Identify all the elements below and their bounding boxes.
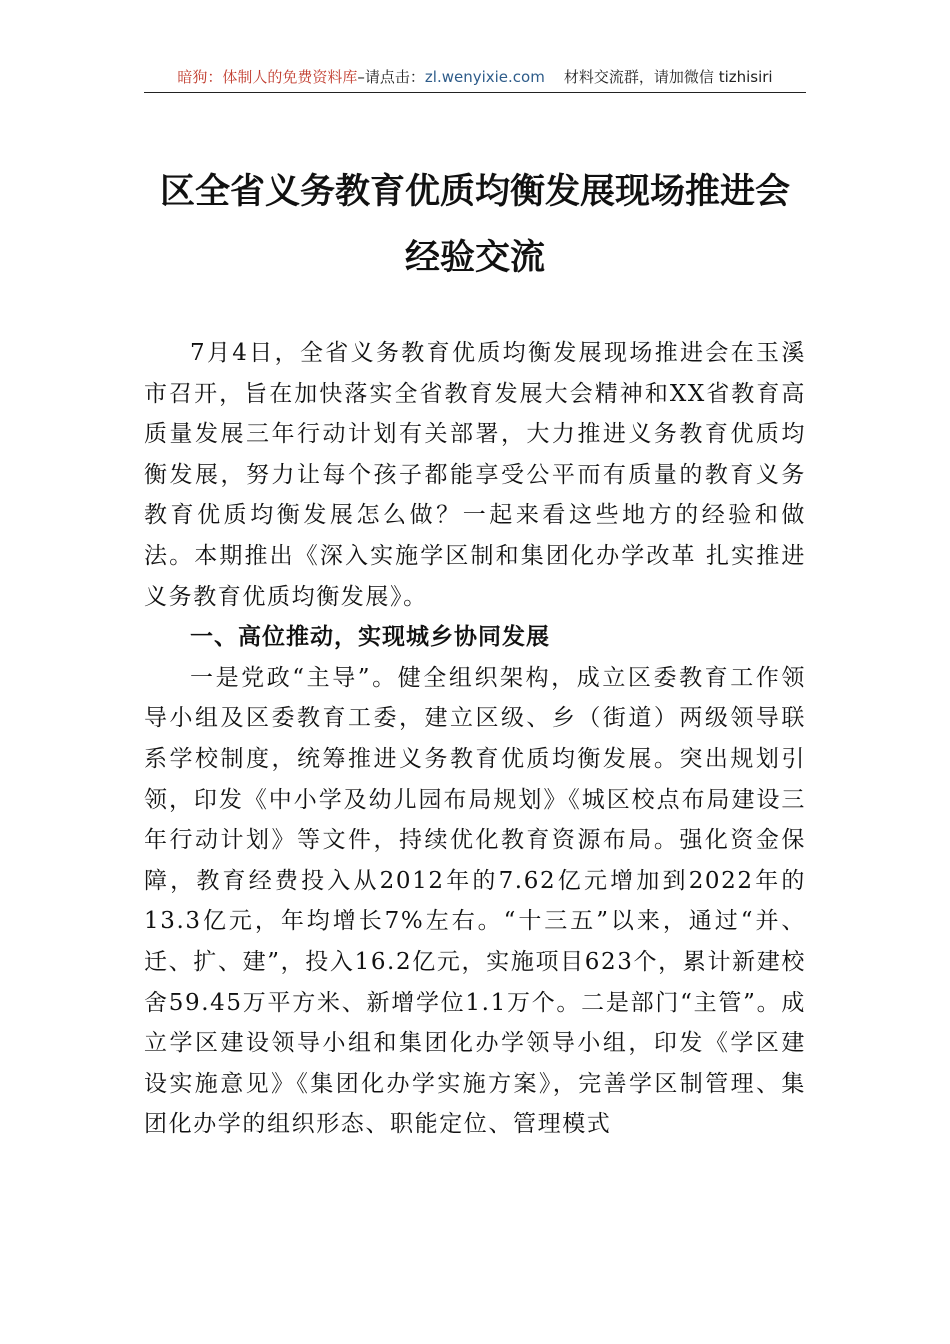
document-title-line1: 区全省义务教育优质均衡发展现场推进会 xyxy=(159,171,790,212)
section-paragraph: 一是党政“主导”。健全组织架构，成立区委教育工作领导小组及区委教育工委，建立区级、乡（街道）两级领导联系学校制度，统筹推进义务教育优质均衡发展。突出规划引领，印发《中小学及幼儿园布局规划》《城区校点布局建设三年行动计划》等文件，持续优化教育资源布局。强化资金保障，教育经费投入从2012年的7.62亿元增加到2022年的13.3亿元，年均增长7%左右。“十三五”以来，通过“并、迁、扩、建”，投入16.2亿元，实施项目623个，累计新建校舍59.45万平方米、新增学位1.1万个。二是部门“主管”。成立学区建设领导小组和集团化办学领导小组，印发《学区建设实施意见》《集团化办学实施方案》，完善学区制管理、集团化办学的组织形态、职能定位、管理模式 xyxy=(144,664,806,1138)
header-contact: 材料交流群，请加微信 tizhisiri xyxy=(563,68,773,86)
intro-paragraph: 7月4日，全省义务教育优质均衡发展现场推进会在玉溪市召开，旨在加快落实全省教育发展大会精神和XX省教育高质量发展三年行动计划有关部署，大力推进义务教育优质均衡发展，努力让每个孩子都能享受公平而有质量的教育义务教育优质均衡发展怎么做？一起来看这些地方的经验和做法。本期推出《深入实施学区制和集团化办学改革 扎实推进义务教育优质均衡发展》。 xyxy=(144,340,806,610)
document-body xyxy=(144,333,806,1145)
section-heading: 一、高位推动，实现城乡协同发展 xyxy=(190,624,550,651)
header-brand: 暗狗：体制人的免费资料库 xyxy=(177,68,358,86)
header-url-link[interactable]: zl.wenyixie.com xyxy=(424,68,545,86)
header-prompt: –请点击： xyxy=(357,68,425,86)
document-title-line2: 经验交流 xyxy=(404,237,545,278)
document-header xyxy=(144,62,806,93)
